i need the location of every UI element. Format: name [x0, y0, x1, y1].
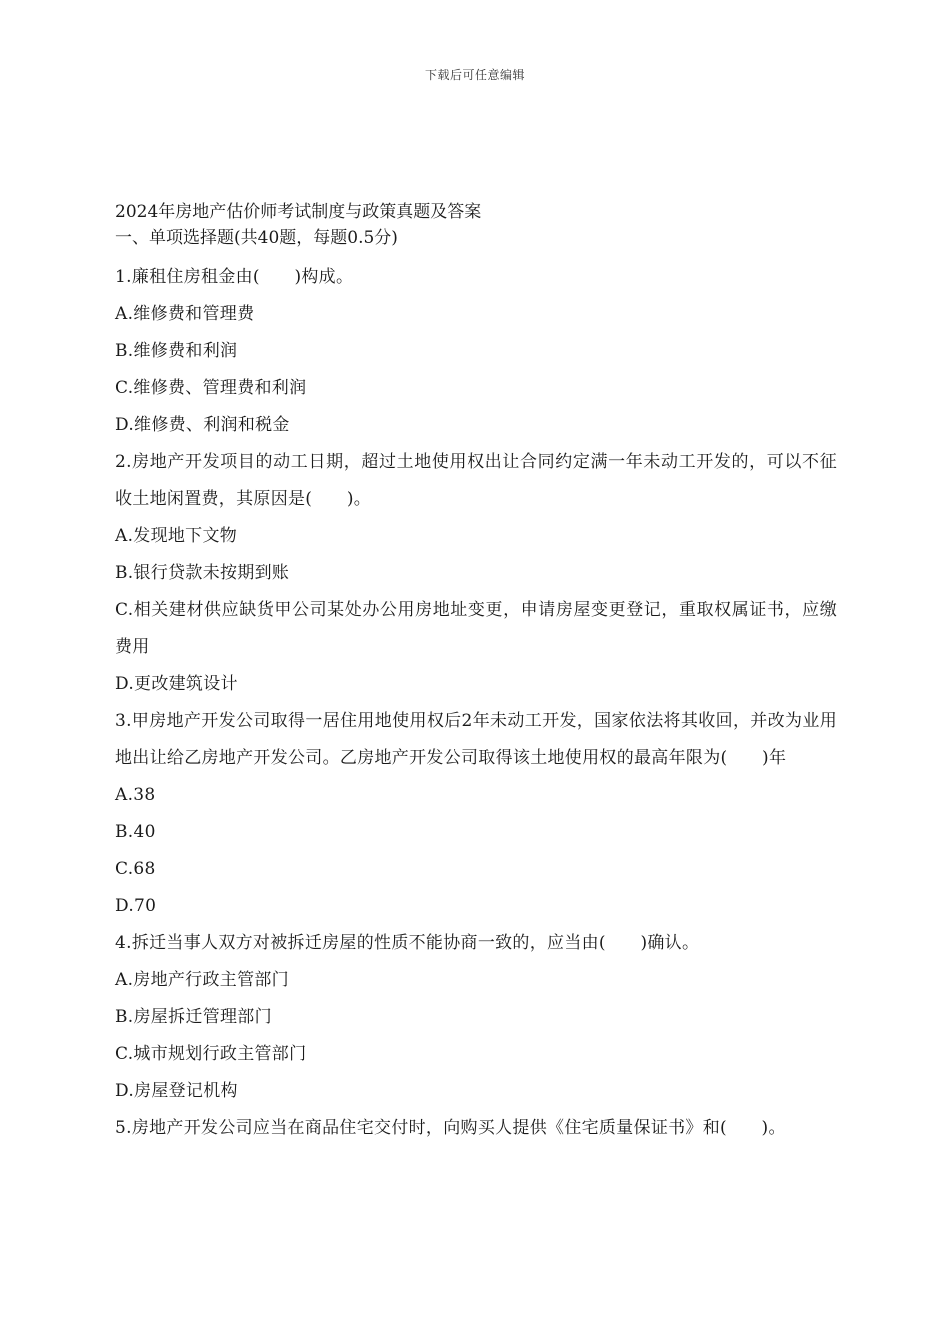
option-a: A.38 — [115, 785, 156, 805]
option-b: B.房屋拆迁管理部门 — [115, 1007, 272, 1027]
option-d: D.房屋登记机构 — [115, 1081, 238, 1101]
option-b: B.银行贷款未按期到账 — [115, 563, 290, 583]
option-b: B.40 — [115, 822, 156, 842]
option-d: D.更改建筑设计 — [115, 674, 238, 694]
document-title: 2024年房地产估价师考试制度与政策真题及答案 — [115, 202, 482, 222]
question-1 — [115, 259, 837, 444]
option-c: C.维修费、管理费和利润 — [115, 378, 307, 398]
option-a: A.房地产行政主管部门 — [115, 970, 289, 990]
question-3 — [115, 703, 837, 925]
option-c: C.相关建材供应缺货甲公司某处办公用房地址变更，申请房屋变更登记，重取权属证书，应缴费用 — [115, 600, 837, 657]
question-stem: 1.廉租住房租金由( )构成。 — [115, 267, 354, 287]
question-stem: 4.拆迁当事人双方对被拆迁房屋的性质不能协商一致的，应当由( )确认。 — [115, 933, 700, 953]
option-d: D.70 — [115, 896, 157, 916]
question-stem: 3.甲房地产开发公司取得一居住用地使用权后2年未动工开发，国家依法将其收回，并改为业用地出让给乙房地产开发公司。乙房地产开发公司取得该土地使用权的最高年限为( )年 — [115, 711, 837, 768]
document-body — [115, 199, 837, 1147]
option-b: B.维修费和利润 — [115, 341, 238, 361]
option-c: C.城市规划行政主管部门 — [115, 1044, 307, 1064]
question-2 — [115, 444, 837, 703]
question-5 — [115, 1110, 837, 1147]
option-c: C.68 — [115, 859, 156, 879]
header-note: 下载后可任意编辑 — [424, 68, 525, 82]
question-4 — [115, 925, 837, 1110]
option-a: A.维修费和管理费 — [115, 304, 255, 324]
option-a: A.发现地下文物 — [115, 526, 238, 546]
option-d: D.维修费、利润和税金 — [115, 415, 290, 435]
question-stem: 5.房地产开发公司应当在商品住宅交付时，向购买人提供《住宅质量保证书》和( )。 — [115, 1118, 786, 1138]
question-stem: 2.房地产开发项目的动工日期，超过土地使用权出让合同约定满一年未动工开发的，可以不征收土地闲置费，其原因是( )。 — [115, 452, 837, 509]
section-title: 一、单项选择题(共40题，每题0.5分) — [115, 228, 398, 248]
